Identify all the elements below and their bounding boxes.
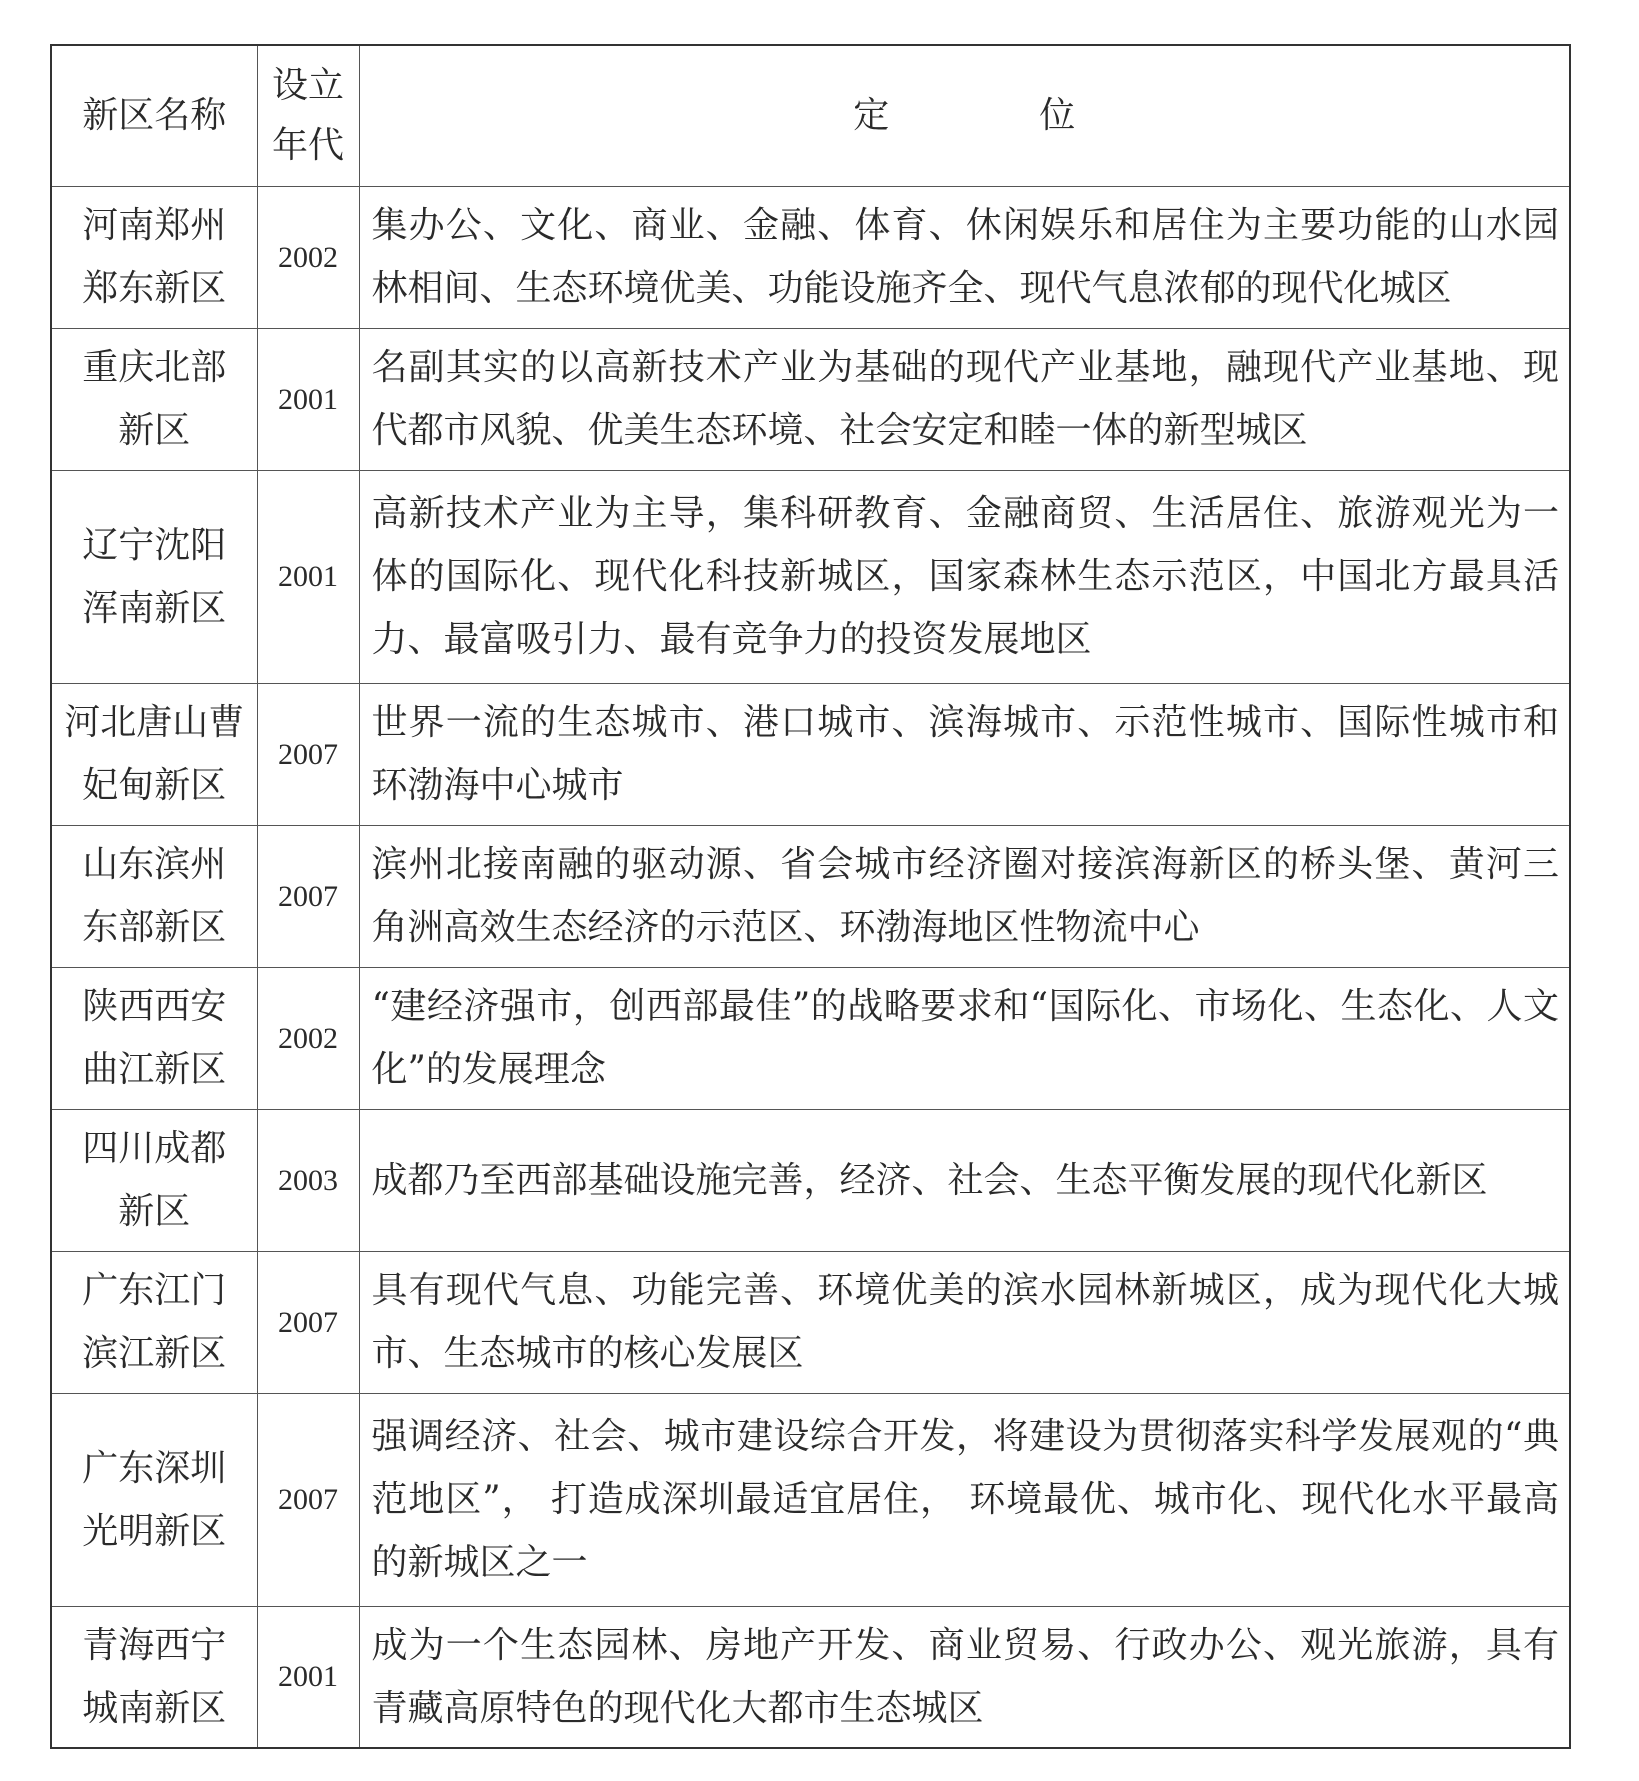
cell-established-year: 2007: [257, 683, 359, 825]
table-row: [51, 825, 1570, 967]
district-name-name-line1: 河北唐山曹: [64, 702, 245, 743]
header-year-line1: 设立: [271, 64, 344, 106]
district-name-name-line2: 东部新区: [82, 907, 227, 948]
cell-positioning: 成都乃至西部基础设施完善，经济、社会、生态平衡发展的现代化新区: [359, 1109, 1570, 1251]
header-pos-char2: 位: [1039, 95, 1076, 137]
cell-established-year: 2007: [257, 1251, 359, 1393]
cell-district-name: [51, 1393, 257, 1606]
cell-positioning: 高新技术产业为主导，集科研教育、金融商贸、生活居住、旅游观光为一体的国际化、现代化科技新城区，国家森林生态示范区，中国北方最具活力、最富吸引力、最有竞争力的投资发展地区: [359, 470, 1570, 683]
cell-district-name: [51, 1251, 257, 1393]
cell-district-name: [51, 186, 257, 328]
district-name-name-line2: 曲江新区: [82, 1049, 227, 1090]
cell-district-name: [51, 470, 257, 683]
district-name-name-line1: 陕西西安: [82, 986, 227, 1027]
cell-district-name: [51, 1109, 257, 1251]
district-name-name-line2: 郑东新区: [82, 268, 227, 309]
header-established-year: [257, 45, 359, 186]
district-name-name-line2: 妃甸新区: [82, 765, 227, 806]
table-row: [51, 1251, 1570, 1393]
header-year-line2: 年代: [271, 124, 344, 166]
cell-established-year: 2003: [257, 1109, 359, 1251]
district-name-name-line1: 辽宁沈阳: [82, 524, 227, 566]
cell-established-year: 2002: [257, 967, 359, 1109]
district-name-name-line2: 滨江新区: [82, 1333, 227, 1374]
cell-established-year: 2001: [257, 470, 359, 683]
cell-positioning: 成为一个生态园林、房地产开发、商业贸易、行政办公、观光旅游，具有青藏高原特色的现代化大都市生态城区: [359, 1606, 1570, 1748]
district-name-name-line2: 浑南新区: [82, 587, 227, 629]
district-name-name-line1: 河南郑州: [82, 205, 227, 246]
table-row: [51, 683, 1570, 825]
cell-established-year: 2001: [257, 1606, 359, 1748]
table-row: [51, 186, 1570, 328]
table-row: [51, 328, 1570, 470]
district-name-name-line2: 新区: [118, 1191, 191, 1232]
cell-positioning: 集办公、文化、商业、金融、体育、休闲娱乐和居住为主要功能的山水园林相间、生态环境优美、功能设施齐全、现代气息浓郁的现代化城区: [359, 186, 1570, 328]
cell-positioning: 名副其实的以高新技术产业为基础的现代产业基地，融现代产业基地、现代都市风貌、优美生态环境、社会安定和睦一体的新型城区: [359, 328, 1570, 470]
cell-district-name: [51, 825, 257, 967]
district-name-name-line1: 广东深圳: [82, 1447, 227, 1489]
cell-positioning: 世界一流的生态城市、港口城市、滨海城市、示范性城市、国际性城市和环渤海中心城市: [359, 683, 1570, 825]
district-name-name-line1: 青海西宁: [82, 1624, 227, 1666]
table-row: [51, 1109, 1570, 1251]
header-pos-char1: 定: [853, 95, 890, 137]
cell-established-year: 2007: [257, 1393, 359, 1606]
cell-positioning: “建经济强市，创西部最佳”的战略要求和“国际化、市场化、生态化、人文化”的发展理念: [359, 967, 1570, 1109]
cell-established-year: 2001: [257, 328, 359, 470]
district-name-name-line1: 广东江门: [82, 1270, 227, 1311]
district-name-name-line2: 光明新区: [82, 1510, 227, 1552]
district-name-name-line2: 新区: [118, 410, 191, 451]
table-row: [51, 1393, 1570, 1606]
new-districts-table: [50, 44, 1571, 1749]
cell-established-year: 2007: [257, 825, 359, 967]
cell-positioning: 滨州北接南融的驱动源、省会城市经济圈对接滨海新区的桥头堡、黄河三角洲高效生态经济的示范区、环渤海地区性物流中心: [359, 825, 1570, 967]
district-name-name-line1: 山东滨州: [82, 844, 227, 885]
district-name-name-line2: 城南新区: [82, 1687, 227, 1729]
table-row: [51, 967, 1570, 1109]
table-row: [51, 1606, 1570, 1748]
cell-positioning: 具有现代气息、功能完善、环境优美的滨水园林新城区，成为现代化大城市、生态城市的核心发展区: [359, 1251, 1570, 1393]
cell-district-name: [51, 967, 257, 1109]
table-header: [51, 45, 1570, 186]
cell-positioning: 强调经济、社会、城市建设综合开发，将建设为贯彻落实科学发展观的“典范地区”， 打造成深圳最适宜居住， 环境最优、城市化、现代化水平最高的新城区之一: [359, 1393, 1570, 1606]
header-positioning: [359, 45, 1570, 186]
table-body: [51, 186, 1570, 1748]
cell-established-year: 2002: [257, 186, 359, 328]
cell-district-name: [51, 1606, 257, 1748]
district-name-name-line1: 四川成都: [82, 1128, 227, 1169]
header-row: [51, 45, 1570, 186]
cell-district-name: [51, 328, 257, 470]
table-row: [51, 470, 1570, 683]
header-district-name: 新区名称: [51, 45, 257, 186]
district-name-name-line1: 重庆北部: [82, 347, 227, 388]
cell-district-name: [51, 683, 257, 825]
